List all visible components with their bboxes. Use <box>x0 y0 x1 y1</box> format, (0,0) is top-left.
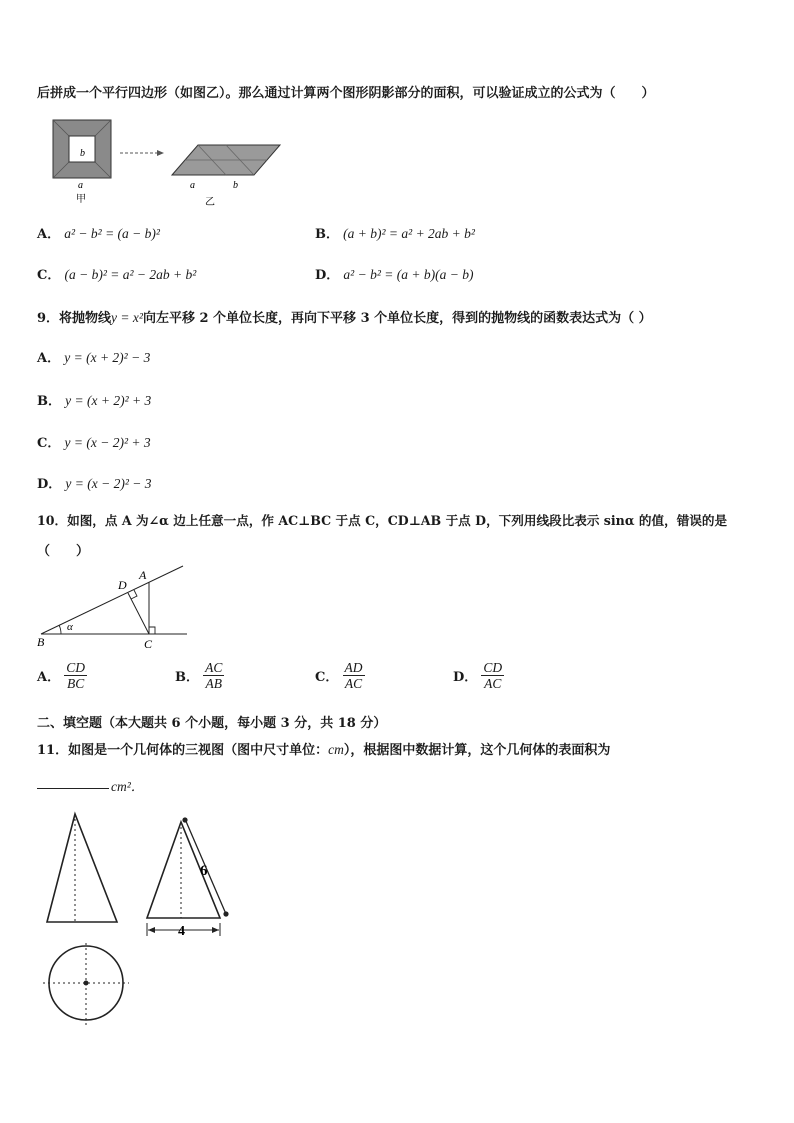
q9-stem-formula: y = x² <box>111 310 143 325</box>
option-fraction <box>481 660 504 691</box>
fig-label-alpha: α <box>67 621 73 633</box>
option-fraction <box>343 660 365 691</box>
q10-stem-line1: 10．如图，点 A 为∠α 边上任意一点，作 AC⊥BC 于点 C，CD⊥AB 于点 D，下列用线段比表示 sinα 的值，错误的是 <box>37 513 728 528</box>
q8-option-a[interactable] <box>37 223 160 242</box>
q9-option-c[interactable] <box>37 432 151 451</box>
q10-option-c[interactable] <box>315 660 365 691</box>
fig-label-A: A <box>139 568 147 582</box>
option-letter: A． <box>37 670 61 685</box>
fig-label-b2: b <box>233 180 238 191</box>
option-letter: B． <box>315 227 339 242</box>
q8-option-c[interactable] <box>37 264 196 283</box>
fraction-numerator: AC <box>205 660 223 675</box>
option-letter: A． <box>37 351 61 366</box>
option-formula: (a − b)² = a² − 2ab + b² <box>64 267 197 282</box>
q10-figure <box>35 562 190 652</box>
fig-label-yi: 乙 <box>205 197 215 208</box>
fraction-numerator: AD <box>344 660 363 675</box>
fraction-numerator: CD <box>483 660 503 675</box>
q11-stem-post: ），根据图中数据计算，这个几何体的表面积为 <box>343 743 611 758</box>
option-formula: y = (x + 2)² − 3 <box>64 350 151 365</box>
fraction-denominator: BC <box>66 676 85 691</box>
q10-stem-line2: （ ） <box>37 544 90 559</box>
option-letter: D． <box>37 477 62 492</box>
fraction-numerator: CD <box>66 660 85 675</box>
q11-stem-unit: cm <box>328 742 344 757</box>
q11-answer-unit: cm²． <box>111 779 145 794</box>
q9-option-d[interactable] <box>37 473 152 492</box>
fig-label-jia: 甲 <box>76 194 86 205</box>
q8-figure <box>40 115 290 210</box>
q11-answer-blank[interactable] <box>37 788 109 789</box>
option-formula: y = (x + 2)² + 3 <box>65 393 152 408</box>
fig-label-a1: a <box>78 180 83 191</box>
q11-stem-pre: 11．如图是一个几何体的三视图（图中尺寸单位： <box>37 743 329 758</box>
dim-base: 4 <box>178 924 185 939</box>
option-letter: A． <box>37 227 61 242</box>
q9-stem-post: 向左平移 2 个单位长度，再向下平移 3 个单位长度，得到的抛物线的函数表达式为（ ） <box>142 311 652 326</box>
option-letter: D． <box>315 268 340 283</box>
option-formula: y = (x − 2)² + 3 <box>64 435 151 450</box>
q9-stem <box>37 307 652 326</box>
q11-stem <box>37 739 610 758</box>
fig-label-a2: a <box>190 180 195 191</box>
option-letter: C． <box>37 436 61 451</box>
option-letter: C． <box>315 670 339 685</box>
fig-label-D: D <box>118 578 127 592</box>
fraction-denominator: AB <box>205 676 223 691</box>
option-formula: (a + b)² = a² + 2ab + b² <box>343 226 475 241</box>
q10-option-a[interactable] <box>37 660 87 691</box>
q8-stem: 后拼成一个平行四边形（如图乙）。那么通过计算两个图形阴影部分的面积，可以验证成立的公式为（ ） <box>37 86 655 101</box>
option-fraction <box>203 660 224 691</box>
fig-label-B: B <box>37 635 45 649</box>
q10-option-b[interactable] <box>175 660 224 691</box>
option-formula: y = (x − 2)² − 3 <box>65 476 152 491</box>
fraction-denominator: AC <box>344 676 363 691</box>
q11-three-views <box>35 808 245 1033</box>
section2-heading: 二、填空题（本大题共 6 个小题，每小题 3 分，共 18 分） <box>37 716 387 731</box>
q9-option-b[interactable] <box>37 390 151 409</box>
option-letter: C． <box>37 268 61 283</box>
option-formula: a² − b² = (a − b)² <box>64 226 160 241</box>
option-letter: B． <box>37 394 61 409</box>
q8-option-b[interactable] <box>315 223 475 242</box>
figure-yi <box>172 145 280 175</box>
option-formula: a² − b² = (a + b)(a − b) <box>343 267 474 282</box>
option-letter: B． <box>175 670 199 685</box>
option-letter: D． <box>453 670 478 685</box>
q9-option-a[interactable] <box>37 347 150 366</box>
q9-stem-pre: 9．将抛物线 <box>37 311 112 326</box>
fraction-denominator: AC <box>484 676 502 691</box>
fig-label-C: C <box>144 637 153 651</box>
option-fraction <box>64 660 87 691</box>
dim-slant: 6 <box>200 863 208 879</box>
fig-label-b: b <box>80 148 85 159</box>
q8-option-d[interactable] <box>315 264 473 283</box>
q10-option-d[interactable] <box>453 660 504 691</box>
